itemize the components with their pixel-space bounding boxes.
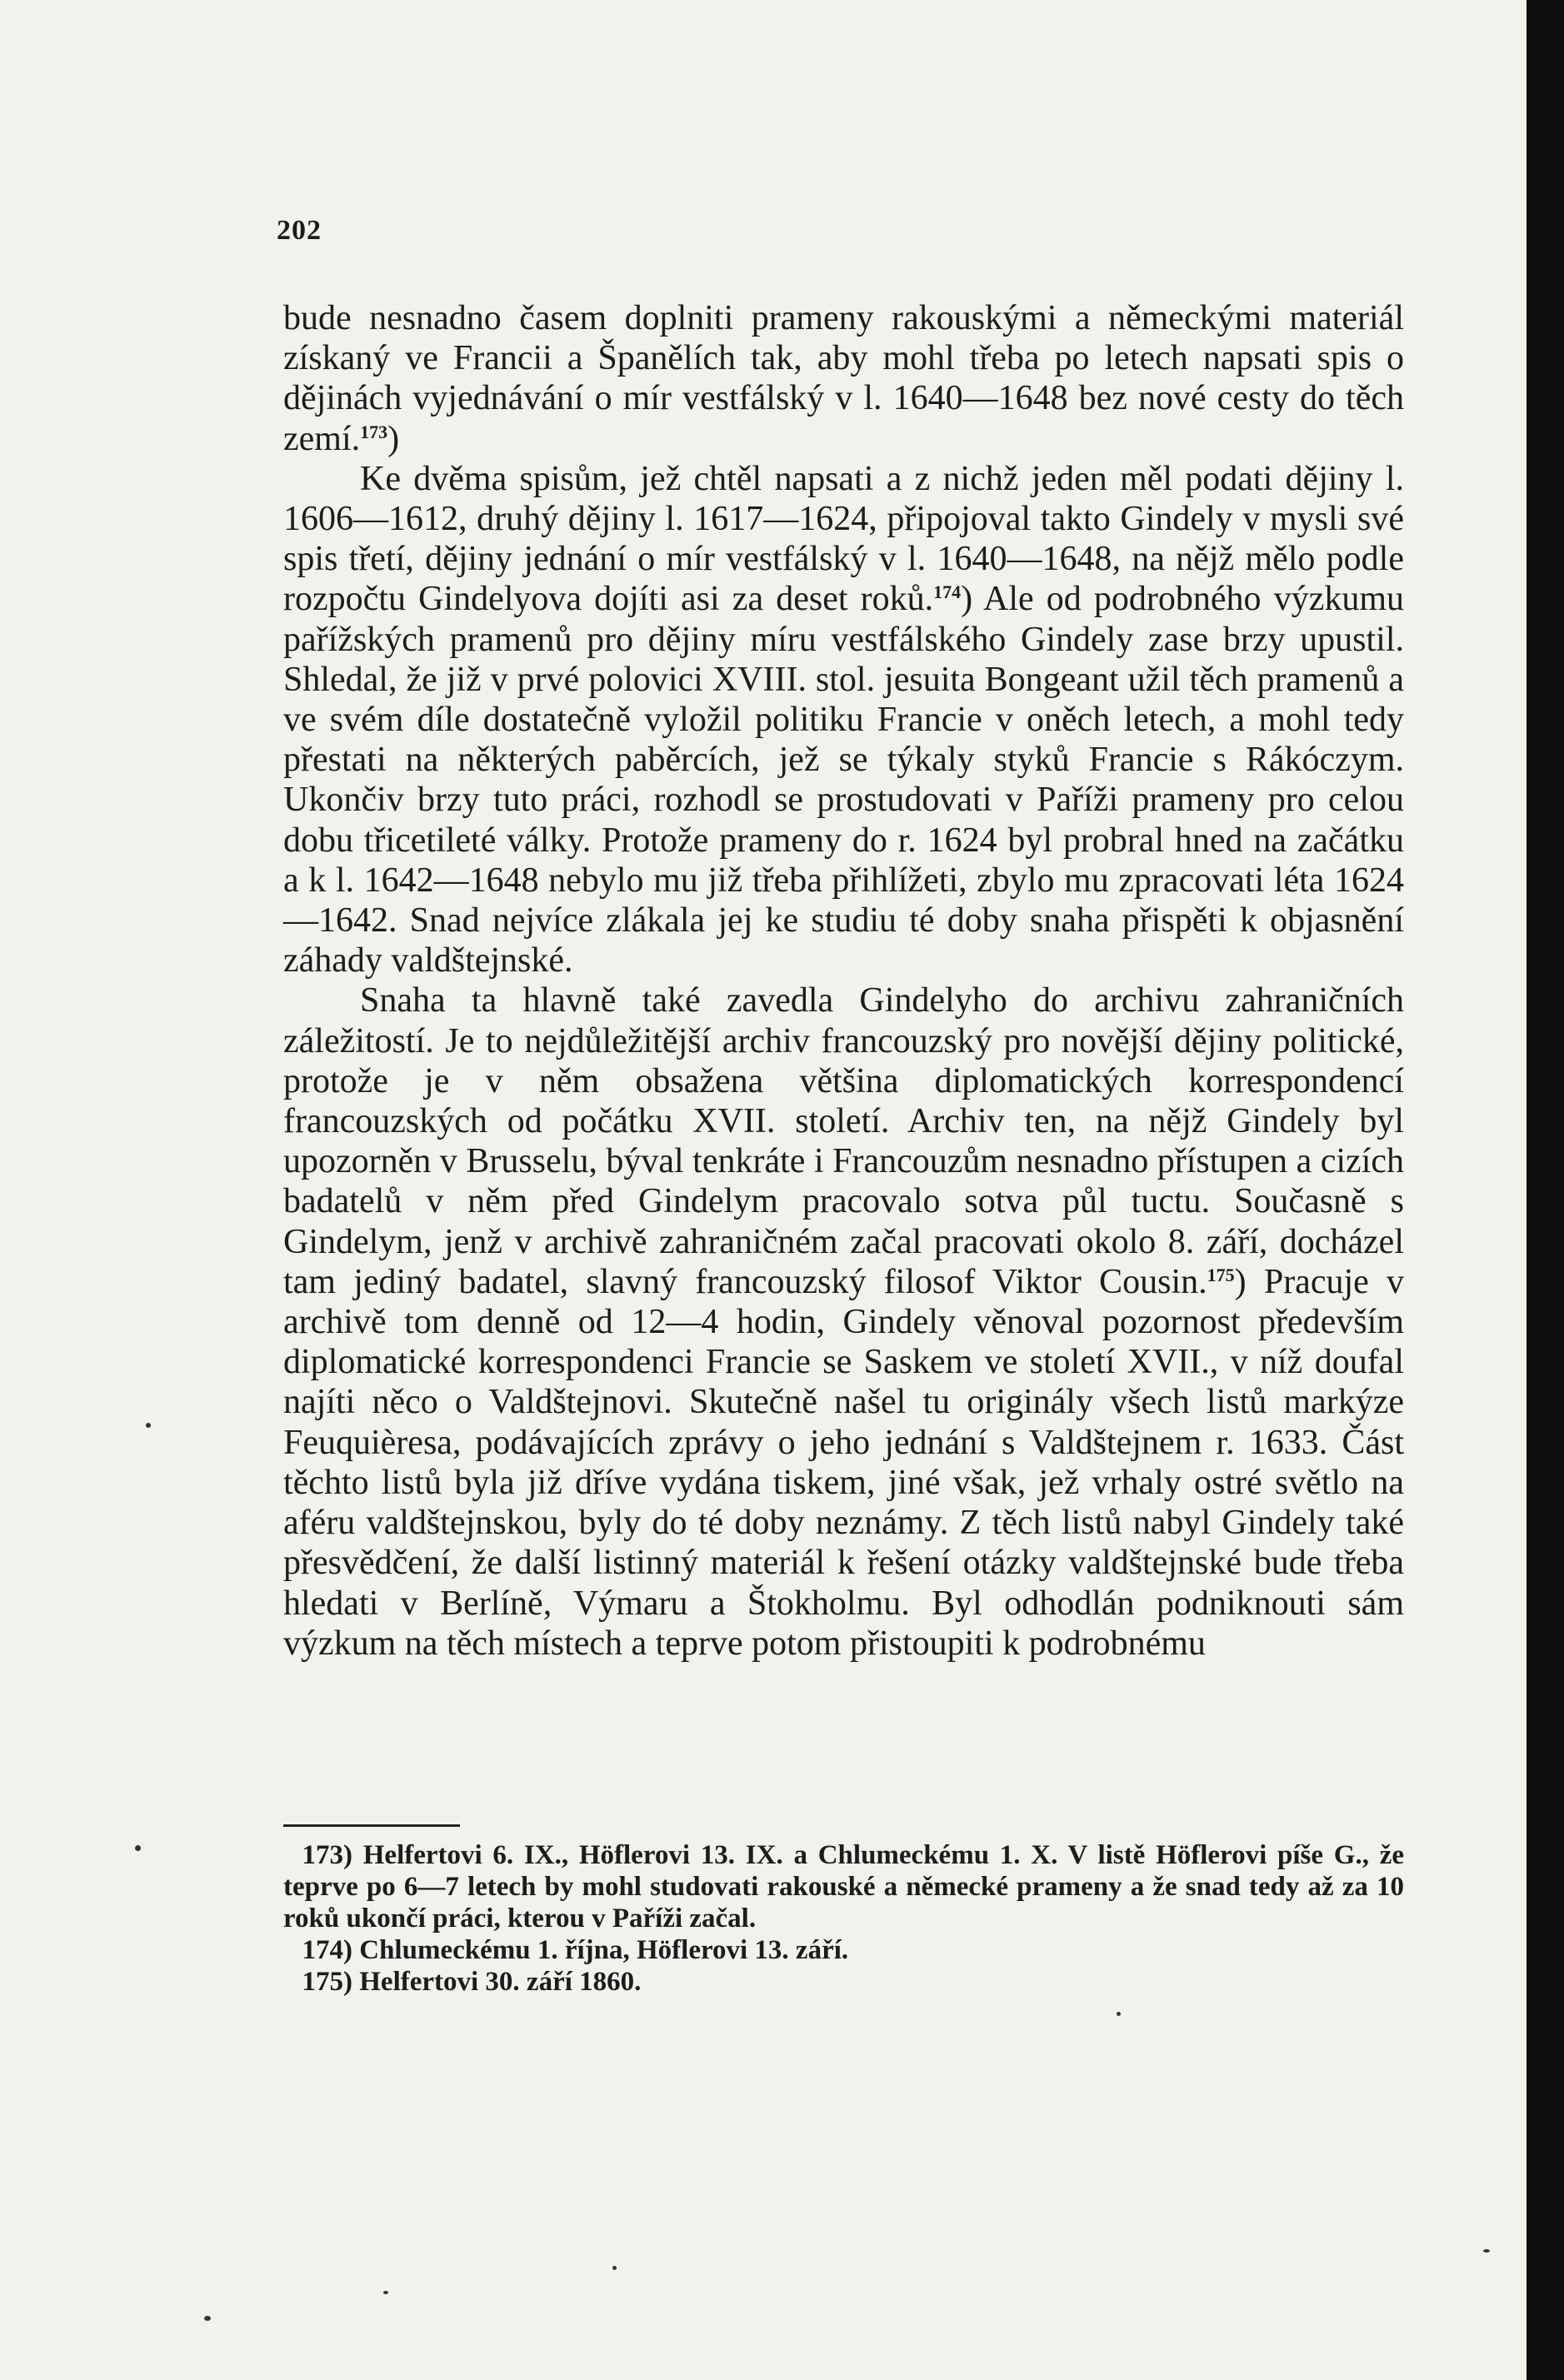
paragraph-3 <box>283 980 1404 1663</box>
scan-speck <box>135 1845 141 1851</box>
text-line: bez nové cesty do těch zemí. <box>283 379 1404 458</box>
footnote-175 <box>283 1966 1404 1998</box>
footnote-ref-175: 175 <box>1207 1264 1235 1285</box>
scan-speck <box>1483 2249 1490 2253</box>
text-fragment: Ke dvěma spisům, jež chtěl napsati a z nichž jeden měl podati dějiny l. 1606—1612, druhý dějiny l. 1617—1624, připojoval takto Gindely v mysli své spis třetí, dějiny jednání o mír vestfálský v l. 1640—1648, na nějž mělo podle rozpočtu Gindelyova dojíti asi za deset roků. <box>283 459 1404 619</box>
footnote-mark: 175) <box>302 1967 352 1997</box>
text-line: bude nesnadno časem doplniti prameny rakouskými a německými <box>283 299 1272 337</box>
footnote-text: Chlumeckému 1. října, Höflerovi 13. září. <box>359 1935 849 1965</box>
page-number: 202 <box>277 215 322 246</box>
footnote-ref-173: 173 <box>360 421 388 442</box>
paragraph-2 <box>283 459 1404 981</box>
scan-speck <box>612 2266 617 2270</box>
scan-speck <box>1117 2012 1121 2016</box>
text-fragment: ) <box>387 419 400 458</box>
scan-speck <box>146 1423 151 1428</box>
footnote-174 <box>283 1934 1404 1966</box>
paragraph-1 <box>283 298 1404 459</box>
footnote-text: Helfertovi 6. IX., Höflerovi 13. IX. a Chlumeckému 1. X. V listě Höflerovi píše G., že teprve po 6—7 letech by mohl studovati rakouské a německé prameny a že snad tedy až za 10 roků ukončí práci, kterou v Paříži začal. <box>283 1840 1404 1933</box>
text-line: materiál získaný ve Francii a Španělích tak, aby mohl třeba po letech <box>283 299 1404 378</box>
text-fragment: ) Ale od podrobného výzkumu pařížských pramenů pro dějiny míru vestfálského Gindely zase brzy upustil. Shledal, že již v prvé polovici XVIII. stol. jesuita Bongeant užil těch pramenů a ve svém díle dostatečně vyložil politiku Francie v oněch letech, a mohl tedy přestati na některých paběrcích, jež se týkaly styků Francie s Rákóczym. Ukončiv brzy tuto práci, rozhodl se prostudovati v Paříži prameny pro celou dobu třicetileté války. Protože prameny do r. 1624 byl probral hned na začátku a k l. 1642—1648 nebylo mu již třeba přihlížeti, zbylo mu zpracovati léta 1624—1642. Snad nejvíce zlákala jej ke studiu té doby snaha přispěti k objasnění záhady valdštejnské. <box>283 580 1405 980</box>
text-fragment: Snaha ta hlavně také zavedla Gindelyho do archivu zahraničních záležitostí. Je to nejdůležitější archiv francouzský pro novější dějiny politické, protože je v něm obsažena většina diplomatických korrespondencí francouzských od počátku XVII. století. Archiv ten, na nějž Gindely byl upozorněn v Brusselu, býval tenkráte i Francouzům nesnadno přístupen a cizích badatelů v něm před Gindelym pracovalo sotva půl tuctu. Současně s Gindelym, jenž v archivě zahraničném začal pracovati okolo 8. září, docházel tam jediný badatel, slavný francouzský filosof Viktor Cousin. <box>283 981 1404 1301</box>
body-text <box>283 298 1404 1664</box>
text-fragment: ) Pracuje v archivě tom denně od 12—4 hodin, Gindely věnoval pozornost především diplomatické korrespondenci Francie se Saskem ve století XVII., v níž doufal najíti něco o Valdštejnovi. Skutečně našel tu originály všech listů markýze Feuquièresa, podávajících zprávy o jeho jednání s Valdštejnem r. 1633. Část těchto listů byla již dříve vydána tiskem, jiné však, jež vrhaly ostré světlo na aféru valdštejnskou, byly do té doby neznámy. Z těch listů nabyl Gindely také přesvědčení, že další listinný materiál k řešení otázky valdštejnské bude třeba hledati v Berlíně, Výmaru a Štokholmu. Byl odhodlán podniknouti sám výzkum na těch místech a teprve potom přistoupiti k podrobnému <box>283 1262 1404 1663</box>
scan-border <box>1527 0 1564 2380</box>
footnote-separator <box>283 1824 460 1827</box>
footnotes <box>283 1839 1404 1998</box>
scan-speck <box>204 2316 211 2321</box>
footnote-ref-174: 174 <box>933 581 962 603</box>
footnote-mark: 174) <box>302 1935 352 1965</box>
footnote-173 <box>283 1839 1404 1934</box>
scan-speck <box>383 2291 388 2294</box>
text-line: napsati spis o dějinách vyjednávání o mír vestfálský v l. 1640—1648 <box>283 339 1404 418</box>
footnote-text: Helfertovi 30. září 1860. <box>359 1967 642 1997</box>
footnote-mark: 173) <box>302 1840 352 1870</box>
